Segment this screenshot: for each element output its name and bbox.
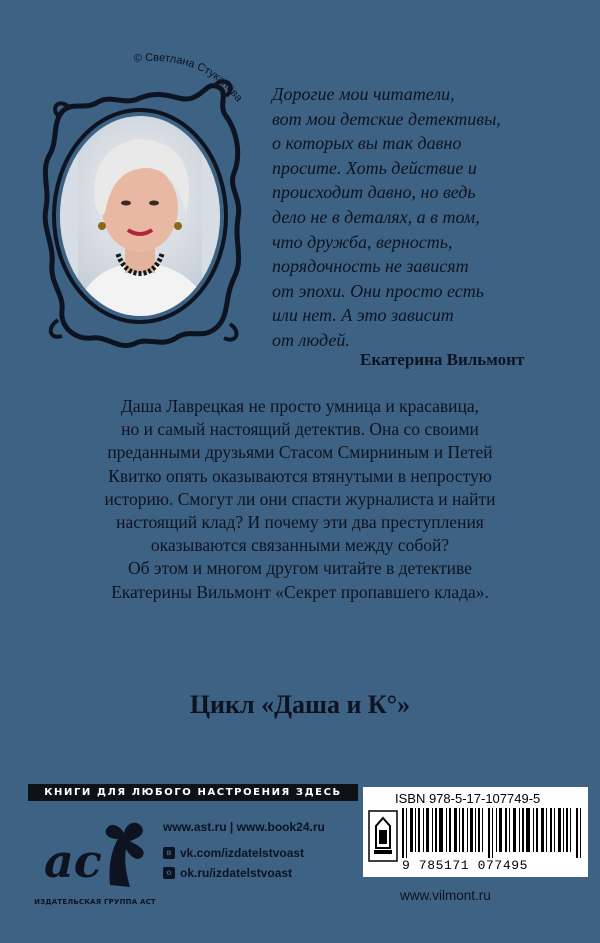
vk-link[interactable] [163, 846, 325, 860]
quote-line: о которых вы так давно [272, 133, 462, 154]
quote-line: происходит давно, но ведь [272, 182, 476, 203]
description-line: оказываются связанными между собой? [150, 535, 450, 556]
series-title: Цикл «Даша и К°» [189, 690, 411, 719]
book-description [30, 395, 570, 604]
quote-line: что дружба, верность, [272, 231, 453, 252]
photo-credit-text: © Светлана Стуканёва [133, 51, 245, 105]
vk-link-text: vk.com/izdatelstvoast [180, 846, 305, 860]
barcode-digits: 9 785171 077495 [402, 858, 529, 873]
description-line: Екатерины Вильмонт «Секрет пропавшего клада». [111, 581, 489, 602]
slogan-bar: КНИГИ ДЛЯ ЛЮБОГО НАСТРОЕНИЯ ЗДЕСЬ [28, 784, 358, 801]
quote-line: от эпохи. Они просто есть [272, 280, 484, 301]
description-line: Даша Лаврецкая не просто умница и красавица, [120, 396, 480, 416]
description-line: Квитко опять оказываются втянутыми в непростую [108, 465, 492, 486]
author-quote [272, 82, 582, 353]
quote-line: от людей. [272, 329, 350, 350]
ok-icon: о [163, 867, 175, 879]
description-line: но и самый настоящий детектив. Она со своими [121, 419, 479, 440]
description-line: настоящий клад? И почему эти два преступления [116, 512, 484, 533]
description-line: Об этом и многом другом читайте в детективе [128, 558, 472, 579]
quote-line: дело не в деталях, а в том, [272, 206, 480, 227]
isbn-text: ISBN 978-5-17-107749-5 [395, 791, 541, 806]
description-line: историю. Смогут ли они спасти журналиста и найти [104, 488, 496, 509]
ok-link[interactable] [163, 866, 325, 880]
quote-line: просите. Хоть действие и [272, 157, 477, 178]
logo-text: ac [44, 834, 102, 888]
author-website[interactable]: www.vilmont.ru [400, 888, 491, 903]
publisher-websites[interactable]: www.ast.ru | www.book24.ru [163, 820, 325, 834]
quote-line: порядочность не зависят [272, 256, 469, 277]
publisher-name: ИЗДАТЕЛЬСКАЯ ГРУППА АСТ [34, 898, 156, 906]
quote-line: вот мои детские детективы, [272, 108, 501, 129]
quote-line: Дорогие мои читатели, [272, 84, 455, 104]
lantern-icon [368, 810, 398, 862]
vk-icon: в [163, 847, 175, 859]
barcode-bars [402, 808, 582, 858]
ok-link-text: ok.ru/izdatelstvoast [180, 866, 293, 880]
description-line: преданными друзьями Стасом Смирниным и Петей [107, 442, 493, 463]
ast-logo [38, 815, 158, 895]
quote-author: Екатерина Вильмонт [360, 350, 525, 369]
cross-figure-icon [106, 823, 144, 887]
author-portrait [30, 58, 250, 350]
publisher-links [163, 820, 325, 880]
quote-line: или нет. А это зависит [272, 305, 454, 326]
